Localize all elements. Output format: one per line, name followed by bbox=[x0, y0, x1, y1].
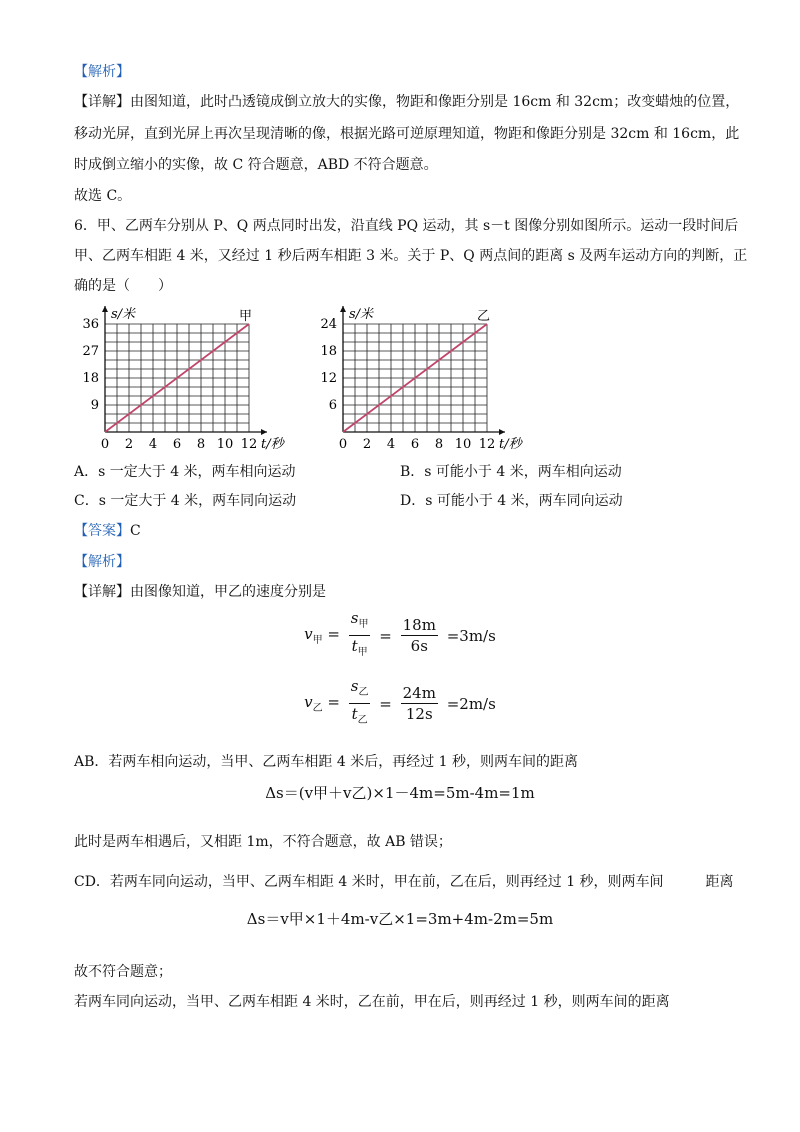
x-tick-label: 2 bbox=[124, 437, 134, 452]
x-tick-label: 0 bbox=[100, 437, 110, 452]
detail-speed-line: 【详解】由图像知道，甲乙的速度分别是 bbox=[74, 584, 326, 600]
chart-yi bbox=[318, 298, 548, 458]
detail-line-3: 时成倒立缩小的实像，故 C 符合题意，ABD 不符合题意。 bbox=[74, 157, 438, 173]
x-tick-label: 10 bbox=[454, 437, 472, 452]
series-name: 乙 bbox=[477, 309, 491, 324]
detail-line-2: 移动光屏，直到光屏上再次呈现清晰的像，根据光路可逆原理知道，物距和像距分别是 32cm 和 16cm，此 bbox=[74, 126, 740, 142]
option-c: C．s 一定大于 4 米，两车同向运动 bbox=[74, 493, 297, 509]
y-tick-label: 12 bbox=[320, 371, 337, 386]
x-tick-label: 10 bbox=[216, 437, 234, 452]
equation-ab: Δs＝(v甲＋v乙)×1－4m=5m-4m=1m bbox=[265, 784, 535, 802]
ab-line: AB．若两车相向运动，当甲、乙两车相距 4 米后，再经过 1 秒，则两车间的距离 bbox=[74, 754, 579, 770]
option-a: A．s 一定大于 4 米，两车相向运动 bbox=[74, 464, 296, 480]
x-tick-label: 2 bbox=[362, 437, 372, 452]
y-tick-label: 18 bbox=[320, 344, 337, 359]
series-name: 甲 bbox=[239, 309, 253, 324]
y-tick-label: 36 bbox=[82, 317, 99, 332]
x-tick-label: 6 bbox=[172, 437, 182, 452]
cd-line-2: 若两车同向运动，当甲、乙两车相距 4 米时，乙在前，甲在后，则再经过 1 秒，则两车间的距离 bbox=[74, 994, 670, 1010]
y-tick-label: 24 bbox=[320, 317, 337, 332]
question-6-line-2: 甲、乙两车相距 4 米，又经过 1 秒后两车相距 3 米。关于 P、Q 两点间的距离 s 及两车运动方向的判断，正 bbox=[74, 248, 748, 264]
x-tick-label: 8 bbox=[434, 437, 444, 452]
cd-conclusion: 故不符合题意； bbox=[74, 964, 172, 980]
question-6-line-1: 6．甲、乙两车分别从 P、Q 两点同时出发，沿直线 PQ 运动，其 s－t 图像分别如图所示。运动一段时间后 bbox=[74, 218, 739, 234]
equation-cd: Δs＝v甲×1＋4m-v乙×1=3m+4m-2m=5m bbox=[246, 910, 554, 928]
x-axis-label: t/秒 bbox=[261, 437, 284, 452]
x-axis-label: t/秒 bbox=[499, 437, 522, 452]
cd-line: CD．若两车同向运动，当甲、乙两车相距 4 米时，甲在前，乙在后，则再经过 1 秒，则两车间 距离 bbox=[74, 874, 734, 890]
x-tick-label: 12 bbox=[240, 437, 258, 452]
y-tick-label: 27 bbox=[82, 344, 99, 359]
detail-line-1: 【详解】由图知道，此时凸透镜成倒立放大的实像，物距和像距分别是 16cm 和 32cm；改变蜡烛的位置， bbox=[74, 94, 740, 110]
x-axis-arrow bbox=[261, 429, 267, 435]
y-axis-arrow bbox=[340, 306, 346, 312]
x-axis-arrow bbox=[499, 429, 505, 435]
y-axis-label: s/米 bbox=[111, 307, 136, 322]
option-b: B．s 可能小于 4 米，两车相向运动 bbox=[400, 464, 622, 480]
ab-conclusion: 此时是两车相遇后，又相距 1m，不符合题意，故 AB 错误； bbox=[74, 834, 452, 850]
chart-jia bbox=[80, 298, 310, 458]
y-axis-arrow bbox=[102, 306, 108, 312]
x-tick-label: 8 bbox=[196, 437, 206, 452]
option-d: D．s 可能小于 4 米，两车同向运动 bbox=[400, 493, 623, 509]
analysis-label-2: 【解析】 bbox=[74, 554, 130, 570]
x-tick-label: 12 bbox=[478, 437, 496, 452]
x-tick-label: 4 bbox=[386, 437, 396, 452]
y-tick-label: 18 bbox=[82, 371, 99, 386]
answer-line: 【答案】C bbox=[74, 523, 141, 539]
y-tick-label: 9 bbox=[90, 398, 99, 413]
x-tick-label: 6 bbox=[410, 437, 420, 452]
x-tick-label: 0 bbox=[338, 437, 348, 452]
equation-v-yi: $v_乙$ = $\frac{s_乙}{t_乙}$ = $\frac{24m}{12s}$ =2m/s bbox=[304, 677, 496, 726]
question-6-line-3: 确的是（ ） bbox=[74, 278, 172, 294]
equation-v-jia: $v_甲$ = $\frac{s_甲}{t_甲}$ = $\frac{18m}{6s}$ =3m/s bbox=[304, 609, 496, 658]
x-tick-label: 4 bbox=[148, 437, 158, 452]
y-tick-label: 6 bbox=[328, 398, 337, 413]
analysis-label: 【解析】 bbox=[74, 64, 130, 80]
y-axis-label: s/米 bbox=[349, 307, 374, 322]
choice-line: 故选 C。 bbox=[74, 188, 132, 204]
